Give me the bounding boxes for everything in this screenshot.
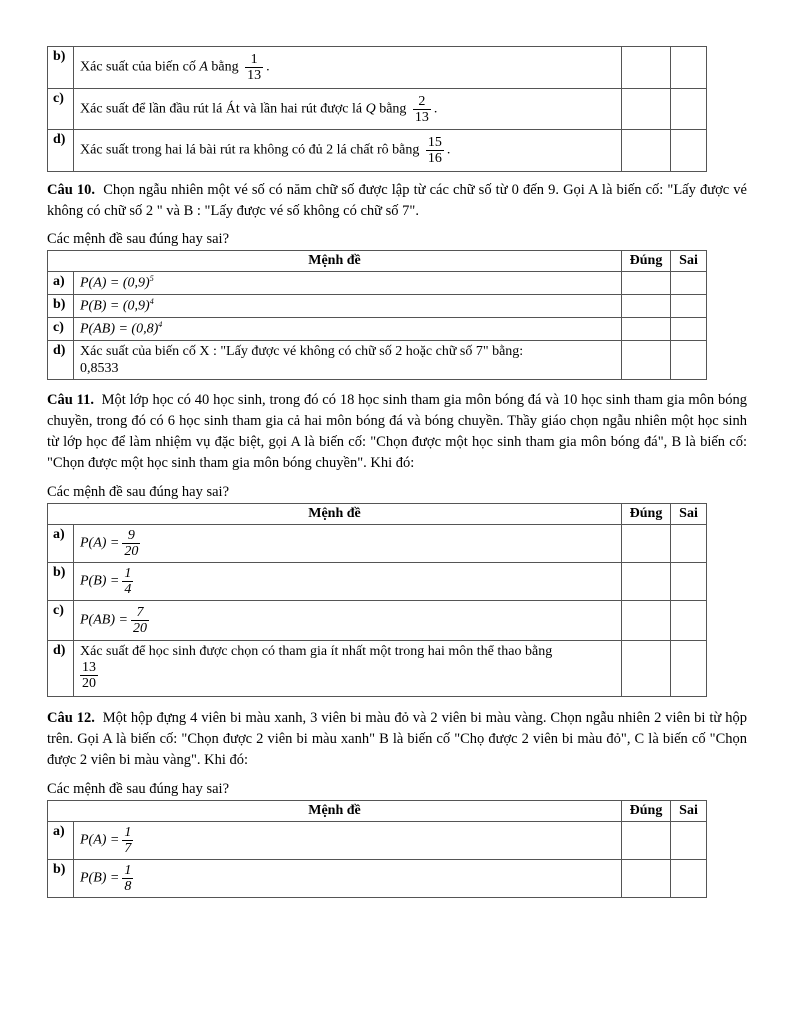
sai-cell[interactable]: [671, 272, 707, 295]
dung-cell[interactable]: [622, 822, 671, 860]
row-label: a): [48, 272, 74, 295]
numerator: 1: [250, 52, 258, 67]
question-label: Câu 10.: [47, 182, 96, 198]
statement-text: Xác suất của biến cố X : "Lấy được vé không có chữ số 2 hoặc chữ số 7" bằng:: [80, 344, 524, 359]
table-row: [48, 822, 707, 860]
exponent: 4: [149, 297, 154, 307]
sai-cell[interactable]: [671, 295, 707, 318]
header-dung: Đúng: [622, 801, 671, 822]
table-row: [48, 641, 707, 697]
denominator: 20: [124, 544, 139, 559]
statement-expr: P(B) =: [80, 573, 120, 589]
dung-cell[interactable]: [622, 272, 671, 295]
table-q11: [47, 503, 707, 697]
question-11: [47, 390, 747, 474]
statement-text: Xác suất để lần đầu rút lá Át và lần hai rút được lá: [80, 101, 363, 117]
table-row: [48, 601, 707, 641]
sai-cell[interactable]: [671, 860, 707, 898]
statement: [74, 47, 622, 89]
row-label: a): [48, 822, 74, 860]
statement-number: 2: [326, 142, 334, 158]
statement-text: Xác suất để học sinh được chọn có tham gia ít nhất một trong hai môn thể thao bằng: [80, 644, 553, 659]
numerator: 1: [124, 566, 132, 581]
fraction: [131, 605, 149, 636]
question-text: Chọn ngẫu nhiên một vé số có năm chữ số được lập từ các chữ số từ 0 đến 9. Gọi A là biến cố: "Lấy được vé không có chữ số 2 " và B : "Lấy được vé số không có chữ số 7".: [47, 182, 747, 219]
statement-expr: P(B) = (0,9): [80, 298, 150, 314]
statement-value: 0,8533: [80, 361, 119, 376]
statement: [74, 89, 622, 130]
dung-cell[interactable]: [622, 318, 671, 341]
question-text: Một hộp đựng 4 viên bi màu xanh, 3 viên bi màu đỏ và 2 viên bi màu vàng. Chọn ngẫu nhiên 2 viên bi từ hộp trên. Gọi A là biến cố: "Chọn được 2 viên bi màu xanh" B là biến cố "Chọ được 2 viên bi màu đỏ", C là biến cố "Chọn được 2 viên bi màu vàng". Khi đó:: [47, 710, 747, 768]
header-dung: Đúng: [622, 251, 671, 272]
table-row: [48, 563, 707, 601]
denominator: 13: [414, 109, 429, 125]
dung-cell[interactable]: [622, 130, 671, 172]
dung-cell[interactable]: [622, 563, 671, 601]
numerator: 13: [82, 660, 96, 675]
period: .: [446, 142, 451, 158]
sai-cell[interactable]: [671, 47, 707, 89]
header-menh-de: Mệnh đề: [48, 801, 622, 822]
exponent: 4: [158, 320, 163, 330]
table-row: [48, 89, 707, 130]
row-label: b): [48, 47, 74, 89]
sai-cell[interactable]: [671, 525, 707, 563]
table-q12: [47, 800, 707, 898]
statement: [74, 601, 622, 641]
question-10: [47, 180, 747, 222]
sai-cell[interactable]: [671, 641, 707, 697]
statement-text: bằng: [211, 59, 239, 75]
table-q10: [47, 250, 707, 380]
dung-cell[interactable]: [622, 341, 671, 380]
fraction: [426, 135, 444, 166]
row-label: c): [48, 601, 74, 641]
prompt: Các mệnh đề sau đúng hay sai?: [47, 484, 230, 500]
sai-cell[interactable]: [671, 89, 707, 130]
header-menh-de: Mệnh đề: [48, 504, 622, 525]
sai-cell[interactable]: [671, 341, 707, 380]
numerator: 9: [127, 528, 135, 543]
statement: [74, 295, 622, 318]
sai-cell[interactable]: [671, 822, 707, 860]
row-label: d): [48, 641, 74, 697]
statement: [74, 130, 622, 172]
denominator: 20: [132, 621, 147, 636]
row-label: d): [48, 341, 74, 380]
fraction: [80, 660, 98, 691]
prompt: Các mệnh đề sau đúng hay sai?: [47, 781, 230, 797]
statement-var: Q: [365, 101, 376, 117]
table-row: [48, 860, 707, 898]
statement-text: Xác suất của biến cố: [80, 59, 196, 75]
fraction: [122, 825, 133, 856]
statement-expr: P(B) =: [80, 870, 120, 886]
sai-cell[interactable]: [671, 601, 707, 641]
numerator: 7: [136, 605, 144, 620]
statement: [74, 860, 622, 898]
fraction: [245, 52, 263, 83]
row-label: b): [48, 860, 74, 898]
question-12: [47, 708, 747, 771]
fraction: [122, 566, 133, 597]
table-row: [48, 525, 707, 563]
statement-text: bằng: [379, 101, 407, 117]
fraction: [413, 94, 431, 125]
header-dung: Đúng: [622, 504, 671, 525]
sai-cell[interactable]: [671, 130, 707, 172]
question-label: Câu 12.: [47, 710, 95, 726]
fraction: [122, 528, 140, 559]
denominator: 4: [124, 582, 132, 597]
statement-expr: P(A) =: [80, 535, 120, 551]
dung-cell[interactable]: [622, 641, 671, 697]
numerator: 1: [124, 825, 132, 840]
table-row: [48, 295, 707, 318]
denominator: 16: [427, 151, 442, 166]
numerator: 15: [427, 135, 442, 150]
table-row: [48, 47, 707, 89]
table-row: [48, 272, 707, 295]
statement-text: lá chất rô bằng: [336, 142, 420, 158]
fraction: [122, 863, 133, 894]
header-sai: Sai: [671, 504, 707, 525]
numerator: 2: [418, 93, 426, 109]
statement: [74, 341, 622, 380]
statement: [74, 822, 622, 860]
sai-cell[interactable]: [671, 318, 707, 341]
denominator: 20: [82, 676, 96, 691]
question-text: Một lớp học có 40 học sinh, trong đó có 18 học sinh tham gia môn bóng đá và 10 học sinh tham gia môn bóng chuyền, trong đó có 6 học sinh tham gia cả hai môn bóng đá và bóng chuyền. Thầy giáo chọn ngẫu nhiên một học sinh từ lớp học để làm nhiệm vụ đặc biệt, gọi A là biến cố: "Chọn được một học sinh tham gia môn bóng đá", B là biến cố: "Chọn được một học sinh tham gia môn bóng chuyền". Khi đó:: [47, 392, 747, 471]
denominator: 13: [247, 68, 262, 83]
row-label: a): [48, 525, 74, 563]
statement-expr: P(A) =: [80, 832, 120, 848]
dung-cell[interactable]: [622, 89, 671, 130]
table-row: [48, 341, 707, 380]
row-label: b): [48, 563, 74, 601]
table-header: [48, 251, 707, 272]
statement: [74, 641, 622, 697]
header-menh-de: Mệnh đề: [48, 251, 622, 272]
statement-text: Xác suất trong hai lá bài rút ra không có đủ: [80, 142, 323, 158]
period: .: [433, 101, 438, 117]
dung-cell[interactable]: [622, 860, 671, 898]
table-row: [48, 318, 707, 341]
table-top-continuation: [47, 46, 707, 172]
prompt: Các mệnh đề sau đúng hay sai?: [47, 231, 230, 247]
dung-cell[interactable]: [622, 525, 671, 563]
row-label: c): [48, 89, 74, 130]
statement: [74, 525, 622, 563]
row-label: c): [48, 318, 74, 341]
statement-expr: P(AB) =: [80, 612, 128, 628]
exponent: 5: [149, 274, 154, 284]
table-header: [48, 504, 707, 525]
table-row: [48, 130, 707, 172]
dung-cell[interactable]: [622, 601, 671, 641]
denominator: 7: [124, 841, 132, 856]
table-header: [48, 801, 707, 822]
period: .: [266, 59, 270, 75]
dung-cell[interactable]: [622, 295, 671, 318]
row-label: b): [48, 295, 74, 318]
header-sai: Sai: [671, 251, 707, 272]
statement-var: A: [199, 59, 208, 75]
statement: [74, 563, 622, 601]
statement-expr: P(AB) = (0,8): [80, 321, 159, 337]
row-label: d): [48, 130, 74, 172]
denominator: 8: [124, 879, 132, 894]
statement: [74, 272, 622, 295]
numerator: 1: [124, 863, 132, 878]
header-sai: Sai: [671, 801, 707, 822]
question-label: Câu 11.: [47, 392, 94, 408]
sai-cell[interactable]: [671, 563, 707, 601]
dung-cell[interactable]: [622, 47, 671, 89]
statement-expr: P(A) = (0,9): [80, 275, 150, 291]
statement: [74, 318, 622, 341]
